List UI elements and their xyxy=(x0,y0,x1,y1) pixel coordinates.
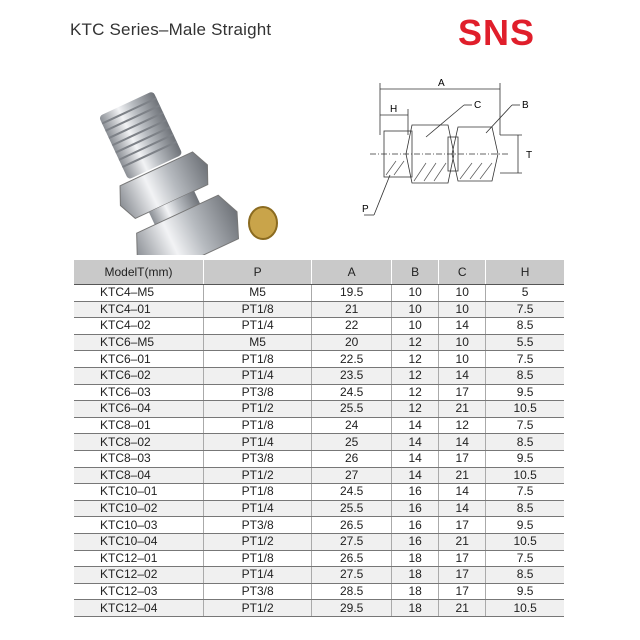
col-header-a: A xyxy=(312,260,392,285)
cell-a: 22.5 xyxy=(312,351,392,368)
cell-c: 21 xyxy=(439,533,486,550)
cell-model: KTC10–02 xyxy=(74,500,204,517)
cell-p: PT1/2 xyxy=(204,533,312,550)
cell-a: 21 xyxy=(312,301,392,318)
cell-p: M5 xyxy=(204,334,312,351)
cell-model: KTC4–M5 xyxy=(74,285,204,302)
cell-p: PT1/8 xyxy=(204,351,312,368)
dimension-diagram xyxy=(360,75,560,235)
cell-b: 18 xyxy=(392,600,439,617)
cell-p: PT1/8 xyxy=(204,550,312,567)
cell-h: 7.5 xyxy=(486,301,564,318)
cell-model: KTC8–01 xyxy=(74,417,204,434)
cell-p: PT1/8 xyxy=(204,301,312,318)
cell-model: KTC6–M5 xyxy=(74,334,204,351)
col-header-h: H xyxy=(486,260,564,285)
cell-b: 12 xyxy=(392,351,439,368)
table-row xyxy=(74,600,564,617)
cell-a: 25 xyxy=(312,434,392,451)
table-row xyxy=(74,401,564,418)
cell-model: KTC10–03 xyxy=(74,517,204,534)
cell-c: 17 xyxy=(439,384,486,401)
table-row xyxy=(74,517,564,534)
cell-c: 17 xyxy=(439,567,486,584)
label-c: C xyxy=(474,100,482,111)
cell-h: 7.5 xyxy=(486,550,564,567)
cell-b: 18 xyxy=(392,550,439,567)
spec-table xyxy=(74,260,564,617)
cell-model: KTC6–02 xyxy=(74,367,204,384)
cell-h: 8.5 xyxy=(486,434,564,451)
table-row xyxy=(74,417,564,434)
cell-h: 8.5 xyxy=(486,567,564,584)
cell-b: 10 xyxy=(392,318,439,335)
cell-c: 14 xyxy=(439,318,486,335)
cell-model: KTC12–03 xyxy=(74,583,204,600)
cell-c: 17 xyxy=(439,583,486,600)
cell-b: 14 xyxy=(392,434,439,451)
cell-b: 14 xyxy=(392,417,439,434)
cell-p: PT3/8 xyxy=(204,583,312,600)
label-a: A xyxy=(438,78,445,89)
table-row xyxy=(74,500,564,517)
cell-h: 5 xyxy=(486,285,564,302)
cell-a: 27.5 xyxy=(312,567,392,584)
table-row xyxy=(74,484,564,501)
cell-a: 24 xyxy=(312,417,392,434)
cell-b: 12 xyxy=(392,384,439,401)
cell-h: 5.5 xyxy=(486,334,564,351)
cell-model: KTC10–04 xyxy=(74,533,204,550)
table-row xyxy=(74,367,564,384)
col-header-b: B xyxy=(392,260,439,285)
cell-a: 22 xyxy=(312,318,392,335)
cell-c: 17 xyxy=(439,550,486,567)
cell-h: 10.5 xyxy=(486,467,564,484)
cell-h: 8.5 xyxy=(486,500,564,517)
table-row xyxy=(74,533,564,550)
table-row xyxy=(74,351,564,368)
cell-p: PT3/8 xyxy=(204,450,312,467)
cell-a: 19.5 xyxy=(312,285,392,302)
cell-p: M5 xyxy=(204,285,312,302)
brand-logo: SNS xyxy=(458,12,536,53)
cell-model: KTC12–02 xyxy=(74,567,204,584)
cell-c: 17 xyxy=(439,517,486,534)
cell-b: 14 xyxy=(392,450,439,467)
cell-p: PT1/4 xyxy=(204,367,312,384)
page-title: KTC Series–Male Straight xyxy=(70,20,272,39)
cell-b: 12 xyxy=(392,401,439,418)
table-row xyxy=(74,434,564,451)
cell-b: 16 xyxy=(392,484,439,501)
cell-c: 12 xyxy=(439,417,486,434)
cell-model: KTC4–01 xyxy=(74,301,204,318)
cell-b: 18 xyxy=(392,567,439,584)
cell-model: KTC12–01 xyxy=(74,550,204,567)
cell-c: 21 xyxy=(439,600,486,617)
cell-p: PT1/4 xyxy=(204,567,312,584)
cell-c: 10 xyxy=(439,301,486,318)
table-row xyxy=(74,583,564,600)
cell-c: 17 xyxy=(439,450,486,467)
table-row xyxy=(74,384,564,401)
cell-a: 26.5 xyxy=(312,550,392,567)
cell-h: 9.5 xyxy=(486,583,564,600)
cell-c: 14 xyxy=(439,434,486,451)
table-row xyxy=(74,301,564,318)
cell-h: 9.5 xyxy=(486,517,564,534)
cell-model: KTC8–04 xyxy=(74,467,204,484)
cell-a: 23.5 xyxy=(312,367,392,384)
cell-p: PT3/8 xyxy=(204,517,312,534)
cell-p: PT1/2 xyxy=(204,401,312,418)
cell-c: 10 xyxy=(439,285,486,302)
cell-h: 7.5 xyxy=(486,351,564,368)
table-row xyxy=(74,334,564,351)
label-h: H xyxy=(390,104,398,115)
cell-b: 10 xyxy=(392,301,439,318)
cell-p: PT1/4 xyxy=(204,318,312,335)
cell-c: 10 xyxy=(439,351,486,368)
cell-c: 14 xyxy=(439,367,486,384)
cell-a: 27.5 xyxy=(312,533,392,550)
cell-c: 21 xyxy=(439,467,486,484)
cell-a: 25.5 xyxy=(312,500,392,517)
cell-a: 28.5 xyxy=(312,583,392,600)
cell-b: 10 xyxy=(392,285,439,302)
cell-a: 20 xyxy=(312,334,392,351)
cell-h: 10.5 xyxy=(486,600,564,617)
cell-model: KTC6–03 xyxy=(74,384,204,401)
cell-model: KTC4–02 xyxy=(74,318,204,335)
cell-c: 14 xyxy=(439,484,486,501)
col-header-model: ModelT(mm) xyxy=(74,260,204,285)
cell-c: 21 xyxy=(439,401,486,418)
col-header-c: C xyxy=(439,260,486,285)
cell-p: PT1/2 xyxy=(204,467,312,484)
cell-h: 8.5 xyxy=(486,367,564,384)
label-p: P xyxy=(362,204,369,215)
cell-h: 7.5 xyxy=(486,417,564,434)
cell-model: KTC6–04 xyxy=(74,401,204,418)
table-row xyxy=(74,467,564,484)
cell-p: PT1/4 xyxy=(204,434,312,451)
fitting-photo xyxy=(95,55,315,255)
cell-b: 12 xyxy=(392,334,439,351)
table-row xyxy=(74,285,564,302)
cell-model: KTC8–02 xyxy=(74,434,204,451)
cell-h: 10.5 xyxy=(486,533,564,550)
cell-a: 25.5 xyxy=(312,401,392,418)
label-t: T xyxy=(526,150,533,161)
cell-a: 24.5 xyxy=(312,484,392,501)
cell-a: 29.5 xyxy=(312,600,392,617)
cell-c: 14 xyxy=(439,500,486,517)
cell-a: 26.5 xyxy=(312,517,392,534)
cell-model: KTC8–03 xyxy=(74,450,204,467)
cell-h: 8.5 xyxy=(486,318,564,335)
cell-p: PT1/2 xyxy=(204,600,312,617)
cell-b: 18 xyxy=(392,583,439,600)
cell-model: KTC6–01 xyxy=(74,351,204,368)
cell-p: PT1/4 xyxy=(204,500,312,517)
cell-p: PT1/8 xyxy=(204,417,312,434)
cell-b: 16 xyxy=(392,500,439,517)
table-header-row xyxy=(74,260,564,285)
cell-a: 24.5 xyxy=(312,384,392,401)
cell-b: 16 xyxy=(392,517,439,534)
cell-h: 9.5 xyxy=(486,384,564,401)
table-row xyxy=(74,567,564,584)
label-b: B xyxy=(522,100,529,111)
cell-p: PT3/8 xyxy=(204,384,312,401)
cell-h: 7.5 xyxy=(486,484,564,501)
cell-h: 10.5 xyxy=(486,401,564,418)
cell-c: 10 xyxy=(439,334,486,351)
cell-b: 16 xyxy=(392,533,439,550)
cell-model: KTC12–04 xyxy=(74,600,204,617)
cell-b: 12 xyxy=(392,367,439,384)
table-body xyxy=(74,285,564,617)
table-row xyxy=(74,550,564,567)
spec-table-container xyxy=(74,260,564,617)
cell-a: 26 xyxy=(312,450,392,467)
cell-b: 14 xyxy=(392,467,439,484)
cell-model: KTC10–01 xyxy=(74,484,204,501)
cell-p: PT1/8 xyxy=(204,484,312,501)
table-row xyxy=(74,450,564,467)
col-header-p: P xyxy=(204,260,312,285)
table-row xyxy=(74,318,564,335)
cell-h: 9.5 xyxy=(486,450,564,467)
cell-a: 27 xyxy=(312,467,392,484)
